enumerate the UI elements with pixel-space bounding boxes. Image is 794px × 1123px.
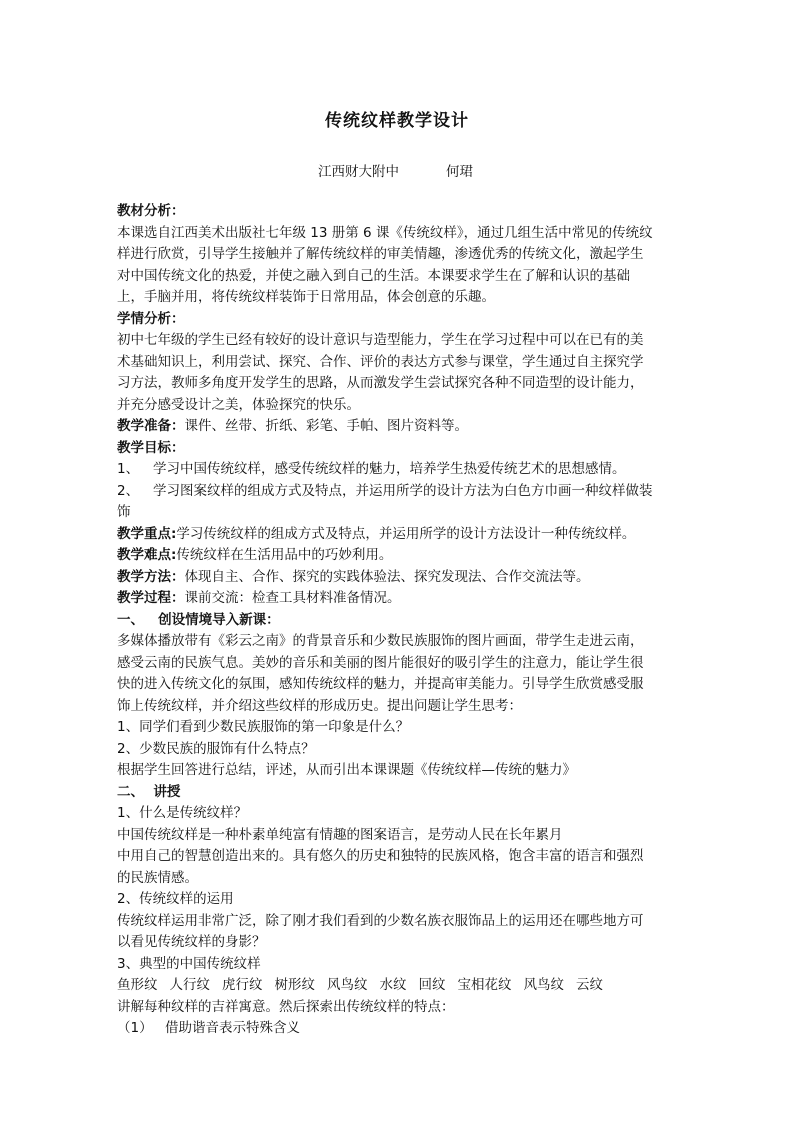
- pattern-name: 水纹: [379, 977, 407, 993]
- pattern-name: 风鸟纹: [523, 977, 564, 993]
- line-text: 学习传统纹样的组成方式及特点，并运用所学的设计方法设计一种传统纹样。: [176, 525, 636, 542]
- pattern-name: 树形纹: [274, 977, 315, 993]
- pattern-list: [117, 975, 681, 997]
- question-item: 2、少数民族的服饰有什么特点？: [117, 740, 315, 757]
- subsection-heading: 1、什么是传统纹样？: [117, 805, 248, 821]
- goal-text: 学习图案纹样的组成方式及特点，并运用所学的设计方法为白色方巾画一种纹样做装: [153, 482, 653, 499]
- line-text: 课件、丝带、折纸、彩笔、手帕、图片资料等。: [184, 418, 468, 434]
- paragraph-line: 并充分感受设计之美，体验探究的快乐。: [117, 396, 360, 413]
- labeled-line: [117, 524, 681, 546]
- paragraph-line: 饰上传统纹样，并介绍这些纹样的形成历史。提出问题让学生思考：: [117, 697, 522, 714]
- section-heading: 教学目标：: [117, 439, 185, 456]
- pattern-name: 宝相花纹: [457, 977, 512, 993]
- pattern-name: 虎行纹: [222, 977, 263, 993]
- pattern-name: 风鸟纹: [327, 977, 368, 993]
- paragraph-line: 根据学生回答进行总结，评述，从而引出本课课题《传统纹样—传统的魅力》: [117, 762, 576, 778]
- pattern-name: 回纹: [418, 977, 446, 993]
- author-school: 江西财大附中: [318, 164, 399, 180]
- author-line: [318, 160, 473, 180]
- goal-number: 1、: [117, 461, 140, 477]
- goal-continuation: 饰: [117, 504, 131, 520]
- labeled-line: [117, 588, 681, 610]
- pattern-name: 云纹: [576, 977, 603, 993]
- paragraph-line: 样进行欣赏，引导学生接触并了解传统纹样的审美情趣，渗透优秀的传统文化，激起学生: [117, 246, 644, 262]
- feature-number: （1）: [117, 1020, 153, 1036]
- part-heading: 一、 创设情境导入新课：: [117, 611, 280, 628]
- section-heading: 教材分析：: [117, 203, 185, 219]
- document-body: [117, 201, 681, 1040]
- paragraph-line: 本课选自江西美术出版社七年级 13 册第 6 课《传统纹样》，通过几组生活中常见的传统纹: [117, 224, 653, 241]
- paragraph-line: 的民族情感。: [117, 869, 198, 886]
- subsection-heading: 3、典型的中国传统纹样: [117, 955, 261, 972]
- paragraph-line: 初中七年级的学生已经有较好的设计意识与造型能力，学生在学习过程中可以在已有的美: [117, 332, 644, 348]
- line-label: 教学准备：: [117, 418, 185, 434]
- pattern-name: 人行纹: [169, 977, 210, 993]
- pattern-name: 鱼形纹: [117, 977, 158, 993]
- paragraph-line: 快的进入传统文化的氛围，感知传统纹样的魅力，并提高审美能力。引导学生欣赏感受服: [117, 676, 644, 692]
- paragraph-line: 对中国传统文化的热爱，并使之融入到自己的生活。本课要求学生在了解和认识的基础: [117, 267, 630, 284]
- paragraph-line: 以看见传统纹样的身影？: [117, 934, 266, 950]
- goal-item: [117, 481, 681, 503]
- labeled-line: [117, 567, 681, 589]
- labeled-line: [117, 545, 681, 567]
- line-text: 传统纹样在生活用品中的巧妙利用。: [176, 547, 393, 563]
- paragraph-line: 习方法，教师多角度开发学生的思路，从而激发学生尝试探究各种不同造型的设计能力，: [117, 375, 644, 391]
- line-label: 教学过程：: [117, 590, 185, 606]
- part-heading: 二、 讲授: [117, 783, 181, 800]
- question-item: 1、同学们看到少数民族服饰的第一印象是什么？: [117, 719, 410, 735]
- goal-text: 学习中国传统纹样，感受传统纹样的魅力，培养学生热爱传统艺术的思想感情。: [153, 461, 626, 477]
- subsection-heading: 2、传统纹样的运用: [117, 891, 234, 907]
- feature-text: 借助谐音表示特殊含义: [165, 1020, 300, 1036]
- line-label: 教学难点:: [117, 547, 177, 563]
- line-text: 体现自主、合作、探究的实践体验法、探究发现法、合作交流法等。: [184, 568, 590, 585]
- goal-item: [117, 459, 681, 481]
- paragraph-line: 感受云南的民族气息。美妙的音乐和美丽的图片能很好的吸引学生的注意力，能让学生很: [117, 654, 644, 671]
- paragraph-line: 多媒体播放带有《彩云之南》的背景音乐和少数民族服饰的图片画面，带学生走进云南，: [117, 633, 644, 649]
- paragraph-line: 传统纹样运用非常广泛，除了刚才我们看到的少数名族衣服饰品上的运用还在哪些地方可: [117, 912, 644, 929]
- line-label: 教学方法：: [117, 568, 185, 585]
- line-text: 课前交流：检查工具材料准备情况。: [184, 590, 401, 606]
- paragraph-line: 上，手脑并用，将传统纹样装饰于日常用品，体会创意的乐趣。: [117, 289, 495, 305]
- labeled-line: [117, 416, 681, 438]
- paragraph-line: 讲解每种纹样的吉祥寓意。然后探索出传统纹样的特点：: [117, 998, 455, 1015]
- author-name: 何珺: [446, 164, 473, 180]
- paragraph-line: 中国传统纹样是一种朴素单纯富有情趣的图案语言，是劳动人民在长年累月: [117, 826, 563, 843]
- section-heading: 学情分析：: [117, 310, 185, 327]
- goal-number: 2、: [117, 482, 140, 499]
- line-label: 教学重点:: [117, 525, 177, 542]
- document-title: 传统纹样教学设计: [325, 111, 469, 131]
- feature-item: [117, 1018, 681, 1040]
- paragraph-line: 术基础知识上，利用尝试、探究、合作、评价的表达方式参与课堂，学生通过自主探究学: [117, 353, 644, 370]
- paragraph-line: 中用自己的智慧创造出来的。具有悠久的历史和独特的民族风格，饱含丰富的语言和强烈: [117, 848, 644, 864]
